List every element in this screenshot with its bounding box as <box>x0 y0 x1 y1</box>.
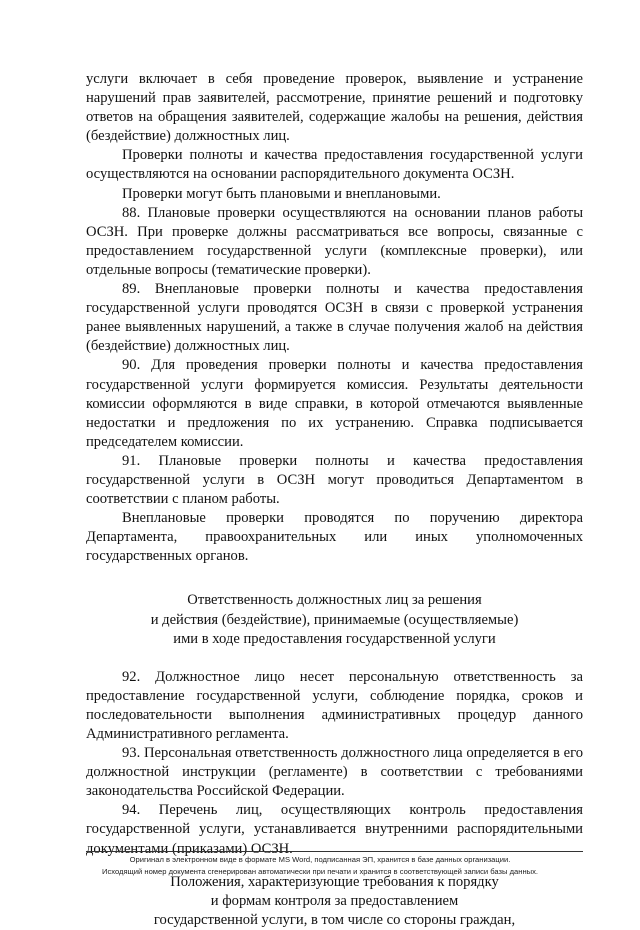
footer-number-note: Исходящий номер документа сгенерирован автоматически при печати и хранится в соответствующей записи базы данных. <box>101 867 538 876</box>
heading-line: Положения, характеризующие требования к порядку <box>170 873 499 890</box>
heading-line: ими в ходе предоставления государственной услуги <box>173 630 496 647</box>
heading-line: и формам контроля за предоставлением <box>210 892 459 909</box>
section-heading-responsibility <box>86 591 583 648</box>
footer-original-note: Оригинал в электронном виде в формате MS Word, подписанная ЭП, хранится в базе данных организации. <box>129 855 511 864</box>
spacer <box>86 566 583 585</box>
footer-divider <box>86 851 583 852</box>
document-page <box>86 70 583 930</box>
section-heading-control <box>86 873 583 930</box>
paragraph-93: 93. Персональная ответственность должностного лица определяется в его должностной инструкции (регламенте) в соответствии с требованиями законодательства Российской Федерации. <box>86 745 583 800</box>
paragraph-88: 88. Плановые проверки осуществляются на основании планов работы ОСЗН. При проверке должны рассматриваться все вопросы, связанные с предоставлением государственной услуги (комплексные проверки), или отдельные вопросы (тематические проверки). <box>86 204 583 278</box>
heading-line: Ответственность должностных лиц за решения <box>187 592 482 609</box>
heading-line: государственной услуги, в том числе со стороны граждан, <box>153 911 516 928</box>
paragraph-continuation: услуги включает в себя проведение проверок, выявление и устранение нарушений прав заявителей, рассмотрение, принятие решений и подготовку ответов на обращения заявителей, содержащие жалобы на решения, действия (бездействие) должностных лиц. <box>86 71 583 145</box>
spacer <box>86 649 583 668</box>
paragraph-91: 91. Плановые проверки полноты и качества предоставления государственной услуги в ОСЗН могут проводиться Департаментом в соответствии с планом работы. <box>86 452 583 508</box>
paragraph-94: 94. Перечень лиц, осуществляющих контроль предоставления государственной услуги, устанавливается внутренними распорядительными документами (приказами) ОСЗН. <box>86 802 583 857</box>
heading-line: и действия (бездействие), принимаемые (осуществляемые) <box>150 611 519 628</box>
paragraph-checks-types: Проверки могут быть плановыми и внеплановыми. <box>122 185 441 202</box>
paragraph-checks-basis: Проверки полноты и качества предоставления государственной услуги осуществляются на основании распорядительного документа ОСЗН. <box>86 147 583 183</box>
paragraph-89: 89. Внеплановые проверки полноты и качества предоставления государственной услуги проводятся ОСЗН в связи с проверкой устранения ранее выявленных нарушений, а также в случае получения жалоб на действия (бездействие) должностных лиц. <box>86 281 583 355</box>
paragraph-90: 90. Для проведения проверки полноты и качества предоставления государственной услуги формируется комиссия. Результаты деятельности комиссии оформляются в виде справки, в которой отмечаются выявленные недостатки и предложения по их устранению. Справка подписывается председателем комиссии. <box>86 357 583 450</box>
paragraph-92: 92. Должностное лицо несет персональную ответственность за предоставление государственной услуги, соблюдение порядка, сроков и последовательности выполнения административных процедур данного Административного регламента. <box>86 668 583 742</box>
paragraph-unscheduled-checks: Внеплановые проверки проводятся по поручению директора Департамента, правоохранительных или иных уполномоченных государственных органов. <box>86 510 583 565</box>
